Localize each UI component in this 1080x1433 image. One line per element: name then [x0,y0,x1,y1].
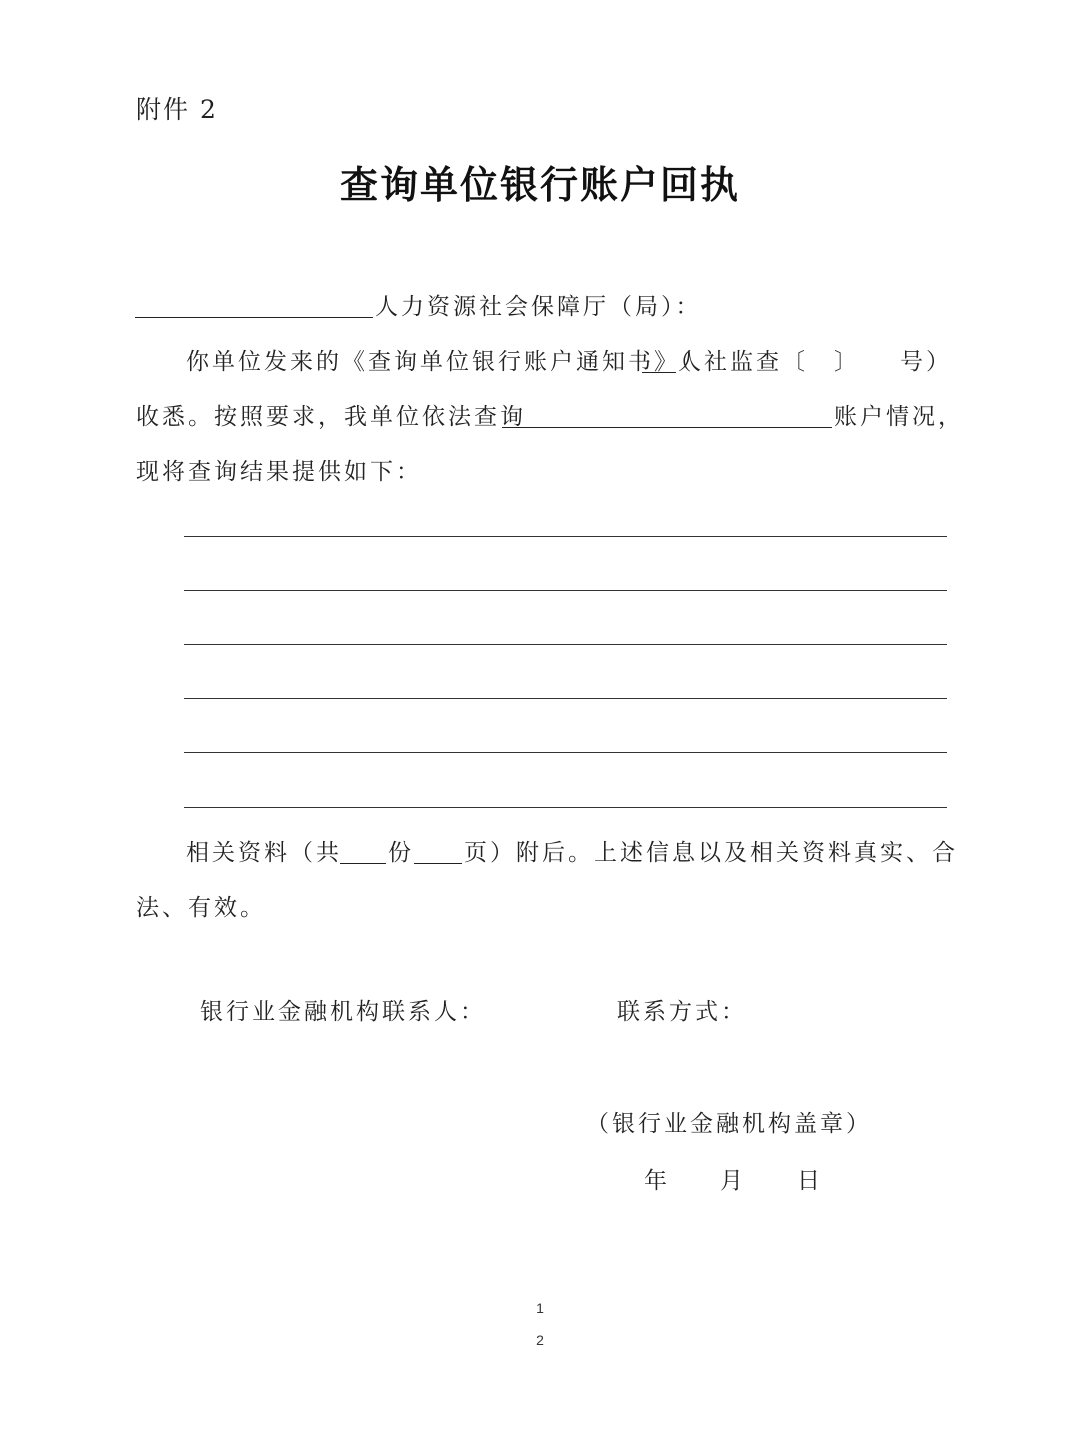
result-line-1[interactable] [184,536,947,537]
result-line-3[interactable] [184,644,947,645]
result-line-6[interactable] [184,807,947,808]
attachments-statement-line2: 法、有效。 [136,895,266,921]
query-statement-start: 收悉。按照要求，我单位依法查询 [136,404,526,430]
attachments-statement-end: 页）附后。上述信息以及相关资料真实、合 [464,840,958,866]
notice-reference-end: 号） [900,349,952,375]
notice-bracket-close: 〕 [834,349,860,375]
query-statement-end: 账户情况， [834,404,964,430]
notice-year-blank[interactable] [642,372,676,373]
account-name-blank[interactable] [502,427,832,428]
notice-reference-start: 你单位发来的《查询单位银行账户通知书》（ [186,349,695,375]
attachments-statement-mid: 份 [388,840,414,866]
page-title: 查询单位银行账户回执 [339,162,740,207]
copies-count-blank[interactable] [340,863,386,864]
attachment-label: 附件 2 [136,95,218,124]
contact-person-label: 银行业金融机构联系人： [200,999,486,1025]
seal-label: （银行业金融机构盖章） [586,1111,872,1137]
date-year-label: 年 [644,1168,670,1194]
page-number-2: 2 [536,1332,544,1348]
contact-method-label: 联系方式： [617,999,747,1025]
result-line-2[interactable] [184,590,947,591]
date-day-label: 日 [797,1168,823,1194]
result-line-5[interactable] [184,752,947,753]
date-month-label: 月 [720,1168,746,1194]
results-intro: 现将查询结果提供如下： [136,459,422,485]
page-number-1: 1 [536,1300,544,1316]
attachments-statement-start: 相关资料（共 [186,840,342,866]
notice-reference-mid: 人社监查〔 [678,349,808,375]
addressee-blank[interactable] [135,317,373,318]
addressee-suffix: 人力资源社会保障厅（局）： [375,294,702,320]
pages-count-blank[interactable] [414,863,462,864]
result-line-4[interactable] [184,698,947,699]
